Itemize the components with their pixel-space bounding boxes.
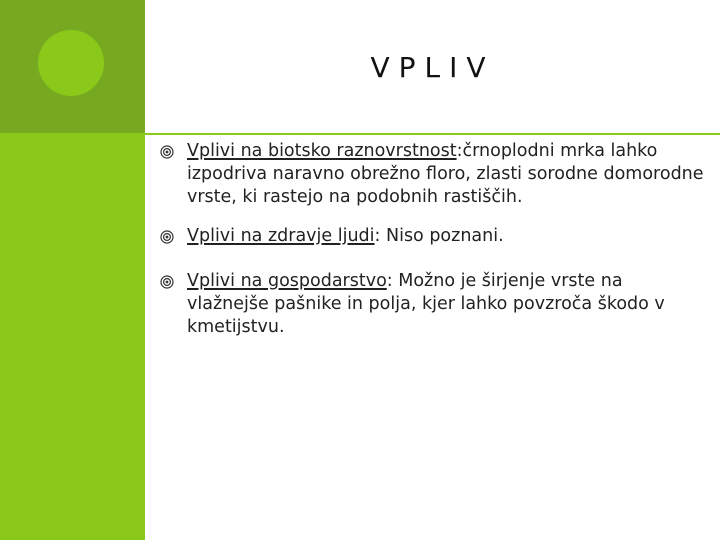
bullet-list — [160, 140, 705, 339]
decorative-circle — [38, 30, 104, 96]
bullet-separator: : — [386, 271, 393, 291]
bullet-text: črnoplodni mrka lahko izpodriva naravno obrežno floro, zlasti sorodne domorodne vrste, ki rastejo na podobnih rastiščih. — [187, 141, 704, 207]
circled-target-icon — [160, 230, 174, 244]
bullet-term: Vplivi na gospodarstvo — [187, 271, 387, 291]
bullet-separator: : — [456, 141, 463, 161]
bullet-item-biodiversity — [160, 140, 705, 209]
corner-block — [0, 0, 145, 133]
bullet-separator: : — [374, 226, 381, 246]
circled-target-icon — [160, 145, 174, 159]
bullet-term: Vplivi na zdravje ljudi — [187, 226, 375, 246]
bullet-term: Vplivi na biotsko raznovrstnost — [187, 141, 457, 161]
slide-title: VPLIV — [370, 51, 495, 84]
circled-target-icon — [160, 275, 174, 289]
bullet-item-health — [160, 225, 705, 248]
bullet-text: Možno je širjenje vrste na vlažnejše pašnike in polja, kjer lahko povzroča škodo v kmetijstvu. — [187, 271, 665, 337]
bullet-text: Niso poznani. — [380, 226, 504, 246]
bullet-item-economy — [160, 270, 705, 339]
title-divider — [145, 133, 720, 135]
